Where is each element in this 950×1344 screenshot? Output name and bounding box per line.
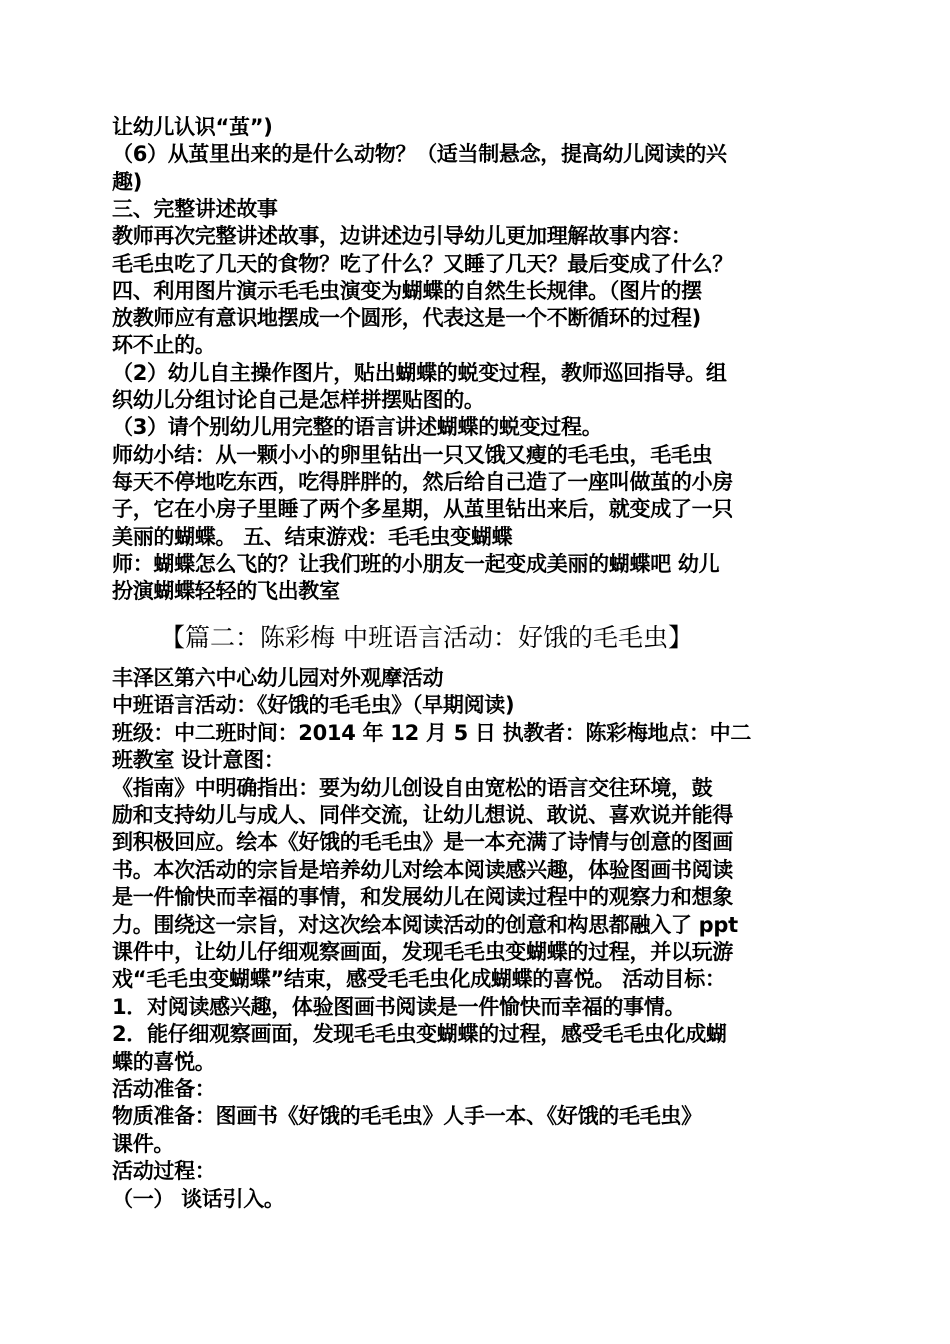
text-line: 2．能仔细观察画面，发现毛毛虫变蝴蝶的过程，感受毛毛虫化成蝴 bbox=[112, 1022, 727, 1047]
text-line: （6）从茧里出来的是什么动物？（适当制悬念，提高幼儿阅读的兴 bbox=[112, 142, 727, 167]
text-line: 励和支持幼儿与成人、同伴交流，让幼儿想说、敢说、喜欢说并能得 bbox=[112, 803, 733, 827]
text-line: 三、完整讲述故事 bbox=[112, 196, 278, 221]
text-line: 物质准备：图画书《好饿的毛毛虫》人手一本、《好饿的毛毛虫》 bbox=[112, 1104, 702, 1129]
text-line: 班级：中二班时间：2014 年 12 月 5 日 执教者：陈彩梅地点：中二 bbox=[112, 720, 752, 745]
text-line: 四、利用图片演示毛毛虫演变为蝴蝶的自然生长规律。（图片的摆 bbox=[112, 278, 702, 303]
text-line: 力。围绕这一宗旨，对这次绘本阅读活动的创意和构思都融入了 ppt bbox=[112, 912, 738, 937]
text-line: 趣) bbox=[112, 169, 142, 194]
text-line: 师：蝴蝶怎么飞的？让我们班的小朋友一起变成美丽的蝴蝶吧 幼儿 bbox=[112, 551, 720, 576]
text-line: 扮演蝴蝶轻轻的飞出教室 bbox=[112, 579, 340, 604]
text-line: 活动过程： bbox=[112, 1159, 216, 1184]
text-line: 环不止的。 bbox=[112, 333, 216, 358]
section-title: 【篇二：陈彩梅 中班语言活动：好饿的毛毛虫】 bbox=[160, 623, 693, 652]
text-line: 书。本次活动的宗旨是培养幼儿对绘本阅读感兴趣，体验图画书阅读 bbox=[112, 857, 733, 882]
text-line: 师幼小结：从一颗小小的卵里钻出一只又饿又瘦的毛毛虫，毛毛虫 bbox=[112, 442, 713, 467]
text-line: 课件。 bbox=[112, 1131, 175, 1156]
text-line: 教师再次完整讲述故事，边讲述边引导幼儿更加理解故事内容： bbox=[112, 224, 692, 249]
text-line: 中班语言活动：《好饿的毛毛虫》（早期阅读) bbox=[112, 693, 515, 718]
text-line: （2）幼儿自主操作图片，贴出蝴蝶的蜕变过程，教师巡回指导。组 bbox=[112, 360, 727, 385]
text-line: （一） 谈话引入。 bbox=[112, 1186, 285, 1211]
text-line: 戏“毛毛虫变蝴蝶”结束，感受毛毛虫化成蝴蝶的喜悦。 活动目标： bbox=[112, 967, 726, 992]
text-line: 丰泽区第六中心幼儿园对外观摩活动 bbox=[112, 666, 444, 690]
text-line: 《指南》中明确指出：要为幼儿创设自由宽松的语言交往环境，鼓 bbox=[112, 775, 713, 800]
text-line: （3）请个别幼儿用完整的语言讲述蝴蝶的蜕变过程。 bbox=[112, 415, 603, 440]
text-line: 子，它在小房子里睡了两个多星期，从茧里钻出来后，就变成了一只 bbox=[112, 497, 733, 522]
text-line: 1．对阅读感兴趣，体验图画书阅读是一件愉快而幸福的事情。 bbox=[112, 994, 686, 1019]
text-line: 班教室 设计意图： bbox=[112, 748, 285, 773]
text-line: 放教师应有意识地摆成一个圆形，代表这是一个不断循环的过程) bbox=[112, 306, 701, 331]
text-line: 活动准备： bbox=[112, 1077, 216, 1101]
text-line: 课件中，让幼儿仔细观察画面，发现毛毛虫变蝴蝶的过程，并以玩游 bbox=[112, 940, 733, 964]
text-line: 是一件愉快而幸福的事情，和发展幼儿在阅读过程中的观察力和想象 bbox=[112, 885, 733, 910]
text-line: 到积极回应。绘本《好饿的毛毛虫》是一本充满了诗情与创意的图画 bbox=[112, 830, 733, 855]
text-line: 让幼儿认识“茧”) bbox=[112, 115, 273, 139]
text-line: 毛毛虫吃了几天的食物？吃了什么？又睡了几天？最后变成了什么？ bbox=[112, 251, 733, 276]
text-line: 每天不停地吃东西，吃得胖胖的，然后给自己造了一座叫做茧的小房 bbox=[112, 469, 733, 494]
text-line: 蝶的喜悦。 bbox=[112, 1049, 216, 1074]
text-line: 美丽的蝴蝶。 五、结束游戏：毛毛虫变蝴蝶 bbox=[112, 524, 513, 549]
text-line: 织幼儿分组讨论自己是怎样拼摆贴图的。 bbox=[112, 388, 485, 412]
